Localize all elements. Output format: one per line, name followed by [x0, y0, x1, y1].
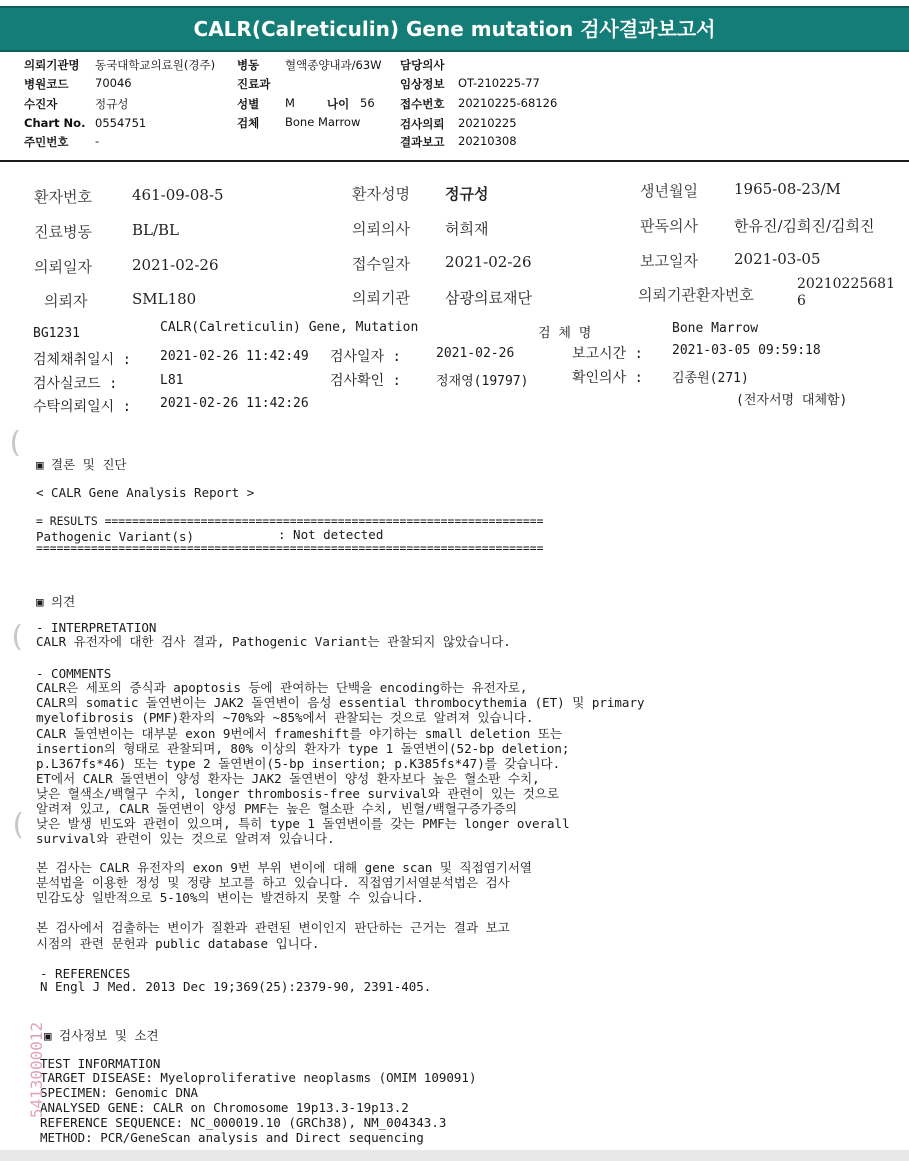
comment-line: insertion의 형태로 관찰되며, 80% 이상의 환자가 type 1 돌연변이(52-bp deletion; [36, 741, 570, 756]
meta-value: 2021-02-26 11:42:26 [160, 396, 309, 411]
header-label: 수진자 [24, 97, 58, 111]
references-heading: - REFERENCES [40, 966, 131, 981]
patient-label: 환자성명 [352, 185, 410, 203]
section-heading: ▣ 검사정보 및 소견 [44, 1028, 159, 1043]
comment-line: myelofibrosis (PMF)환자의 ~70%와 ~85%에서 관찰되는 것으로 알려져 있습니다. [36, 710, 534, 725]
pathogenic-value: : Not detected [278, 527, 384, 542]
vertical-stamp-number: 5413000012 [26, 1021, 46, 1119]
comment-line: 낮은 혈색소/백혈구 수치, longer thrombosis-free survival와 관련이 있는 것으로 [36, 786, 559, 801]
comment-line: 본 검사는 CALR 유전자의 exon 9번 부위 변이에 대해 gene scan 및 직접염기서열 [36, 860, 532, 875]
interpretation-text: CALR 유전자에 대한 검사 결과, Pathogenic Variant는 관찰되지 않았습니다. [36, 634, 511, 649]
patient-label: 의뢰의사 [352, 220, 410, 238]
punch-hole-mark [15, 810, 34, 840]
patient-label: 의뢰기관환자번호 [638, 286, 754, 304]
header-label: 의뢰기관명 [24, 58, 80, 72]
patient-label: 진료병동 [34, 223, 92, 241]
patient-value: 20210225681 [797, 276, 895, 292]
title-banner [0, 6, 909, 52]
comment-line: 민감도상 일반적으로 5-10%의 변이는 발견하지 못할 수 있습니다. [36, 890, 424, 905]
header-value: 혈액종양내과/63W [285, 58, 382, 72]
patient-value: 2021-02-26 [132, 256, 219, 274]
header-value: 20210225 [458, 116, 517, 130]
patient-value: 2021-02-26 [445, 253, 532, 271]
test-info-line: TARGET DISEASE: Myeloproliferative neoplasms (OMIM 109091) [40, 1070, 477, 1085]
meta-label: 검사확인 : [330, 373, 401, 389]
patient-value: 2021-03-05 [734, 250, 821, 268]
comment-line: p.L367fs*46) 또는 type 2 돌연변이(5-bp insertion; p.K385fs*47)를 갖습니다. [36, 756, 561, 771]
test-info-line: ANALYSED GENE: CALR on Chromosome 19p13.3-19p13.2 [40, 1100, 409, 1115]
patient-value: BL/BL [132, 221, 180, 239]
meta-label: 수탁의뢰일시 : [33, 399, 132, 415]
header-label: 성별 [237, 97, 260, 111]
header-value: 56 [360, 96, 375, 110]
results-line: = RESULTS ================================================================ [36, 514, 544, 528]
comment-line: survival와 관련이 있는 것으로 알려져 있습니다. [36, 831, 335, 846]
patient-label: 의뢰기관 [352, 289, 410, 307]
patient-name: 정규성 [445, 185, 489, 203]
punch-hole-mark [14, 622, 33, 652]
meta-label: 보고시간 : [572, 346, 643, 362]
punch-hole-mark [12, 428, 31, 458]
meta-value: 정재영(19797) [436, 374, 529, 389]
header-label: 진료과 [237, 77, 271, 91]
header-label: 병원코드 [24, 77, 69, 91]
meta-label: 검사실코드 : [33, 376, 118, 392]
esign-note: (전자서명 대체함) [736, 393, 848, 408]
section-heading: ▣ 결론 및 진단 [36, 457, 127, 472]
header-label: 병동 [237, 58, 260, 72]
patient-value: 한유진/김희진/김희진 [734, 217, 875, 235]
test-info-line: SPECIMEN: Genomic DNA [40, 1085, 199, 1100]
pathogenic-label: Pathogenic Variant(s) [36, 529, 195, 544]
header-label: 주민번호 [24, 135, 69, 149]
comment-line: CALR의 somatic 돌연변이는 JAK2 돌연변이 음성 essential thrombocythemia (ET) 및 primary [36, 695, 645, 710]
header-label: 검사의뢰 [400, 117, 445, 131]
specimen-label: 검 체 명 [538, 326, 592, 341]
report-title: CALR(Calreticulin) Gene mutation 검사결과보고서 [193, 17, 716, 41]
header-divider [0, 160, 909, 162]
patient-label: 의뢰일자 [34, 258, 92, 276]
patient-value: SML180 [132, 290, 197, 308]
test-info-line: METHOD: PCR/GeneScan analysis and Direct sequencing [40, 1130, 424, 1145]
patient-value: 1965-08-23/M [734, 180, 841, 198]
test-info-line: REFERENCE SEQUENCE: NC_000019.10 (GRCh38), NM_004343.3 [40, 1115, 447, 1130]
comment-line: 알려져 있고, CALR 돌연변이 양성 PMF는 높은 혈소판 수치, 빈혈/백혈구증가증의 [36, 801, 518, 816]
patient-label: 보고일자 [640, 252, 698, 270]
meta-value: 2021-02-26 11:42:49 [160, 349, 309, 364]
comment-line: CALR은 세포의 증식과 apoptosis 등에 관여하는 단백을 encoding하는 유전자로, [36, 680, 528, 695]
patient-value: 허희재 [445, 220, 489, 238]
meta-value: 김종원(271) [672, 371, 749, 386]
section-heading: ▣ 의견 [36, 594, 76, 609]
test-name: CALR(Calreticulin) Gene, Mutation [160, 320, 419, 335]
results-end: ========================================================================== [36, 541, 544, 555]
comment-line: 본 검사에서 검출하는 변이가 질환과 관련된 변이인지 판단하는 근거는 결과 보고 [36, 920, 510, 935]
header-value: 20210225-68126 [458, 96, 558, 110]
patient-label: 생년월일 [640, 182, 698, 200]
patient-value: 삼광의료재단 [445, 289, 532, 307]
specimen-value: Bone Marrow [672, 321, 759, 336]
interpretation-heading: - INTERPRETATION [36, 620, 157, 635]
header-value: OT-210225-77 [458, 76, 540, 90]
reference-text: N Engl J Med. 2013 Dec 19;369(25):2379-90, 2391-405. [40, 979, 432, 994]
test-info-line: TEST INFORMATION [40, 1056, 161, 1071]
patient-label: 환자번호 [34, 188, 92, 206]
comment-line: ET에서 CALR 돌연변이 양성 환자는 JAK2 돌연변이 양성 환자보다 높은 혈소판 수치, [36, 771, 540, 786]
patient-label: 의뢰자 [44, 292, 88, 310]
header-value: 70046 [95, 76, 132, 90]
comment-line: 분석법을 이용한 정성 및 정량 보고를 하고 있습니다. 직접염기서열분석법은 검사 [36, 875, 510, 890]
patient-value-wrap: 6 [797, 293, 806, 309]
header-label: 결과보고 [400, 135, 445, 149]
meta-value: 2021-02-26 [436, 346, 515, 361]
test-code: BG1231 [33, 326, 80, 341]
patient-label: 접수일자 [352, 255, 410, 273]
header-label: 나이 [327, 97, 350, 111]
header-value: M [285, 96, 295, 110]
header-label: 임상정보 [400, 77, 445, 91]
analysis-title: < CALR Gene Analysis Report > [36, 485, 255, 500]
meta-label: 검체채취일시 : [33, 352, 132, 368]
header-value: 20210308 [458, 134, 517, 148]
header-label: Chart No. [24, 116, 86, 130]
comment-line: CALR 돌연변이는 대부분 exon 9번에서 frameshift를 야기하는 small deletion 또는 [36, 726, 562, 741]
header-value: - [95, 134, 100, 148]
meta-label: 검사일자 : [330, 349, 401, 365]
header-label: 검체 [237, 116, 260, 130]
header-value: Bone Marrow [285, 115, 361, 129]
comment-line: 시점의 관련 문헌과 public database 입니다. [36, 936, 320, 951]
patient-label: 판독의사 [640, 217, 698, 235]
header-label: 담당의사 [400, 58, 445, 72]
header-label: 접수번호 [400, 97, 445, 111]
bottom-edge [0, 1150, 909, 1161]
meta-value: L81 [160, 373, 184, 388]
comment-line: 낮은 발생 빈도와 관련이 있으며, 특히 type 1 돌연변이를 갖는 PMF는 longer overall [36, 816, 570, 831]
meta-value: 2021-03-05 09:59:18 [672, 343, 821, 358]
comments-heading: - COMMENTS [36, 666, 112, 681]
header-value: 정규성 [95, 97, 129, 111]
header-value: 0554751 [95, 116, 147, 130]
patient-value: 461-09-08-5 [132, 186, 224, 204]
meta-label: 확인의사 : [572, 370, 643, 386]
header-value: 동국대학교의료원(경주) [95, 58, 216, 72]
